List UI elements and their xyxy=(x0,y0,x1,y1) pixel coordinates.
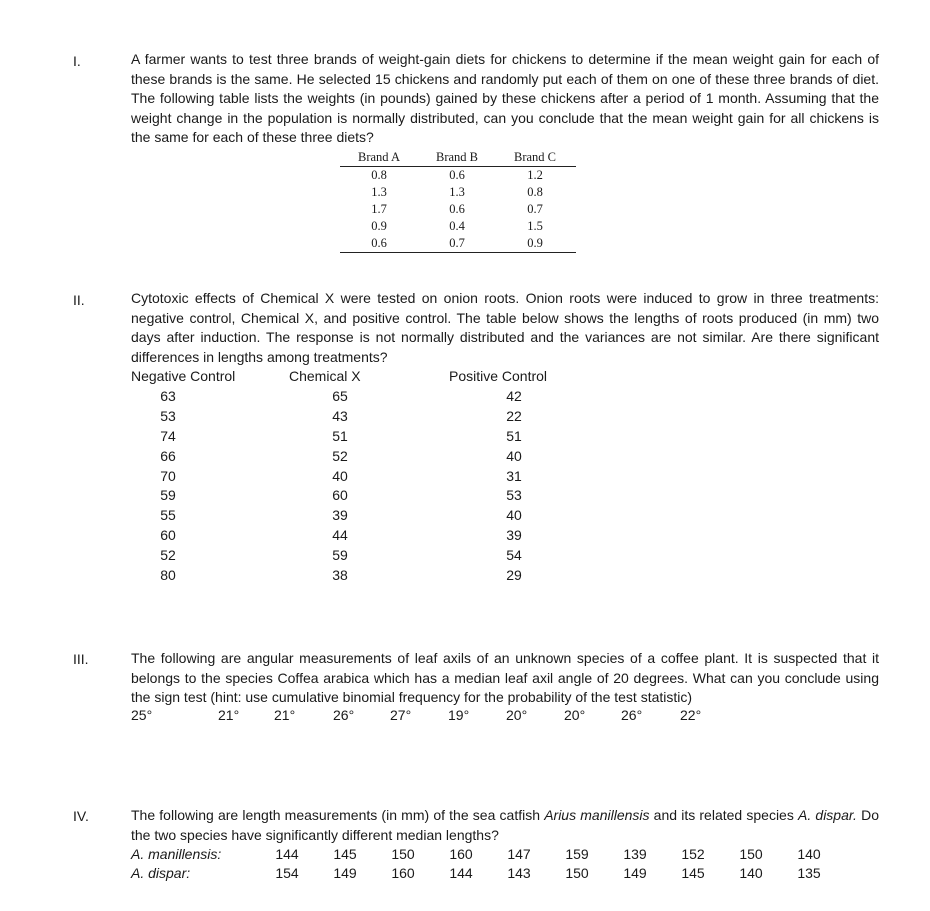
chemical-value: 65 xyxy=(332,388,348,404)
negative-value: 60 xyxy=(160,527,176,544)
question-3-text: The following are angular measurements of leaf axils of an unknown species of a coffee plant. It is suspected that it belongs to the species Coffea arabica which has a median leaf axil angle of 20 degrees. What can you conclude using the sign test (hint: use cumulative binomial frequency for the probability of the test statistic) xyxy=(131,650,879,705)
angle-value: 21° xyxy=(218,707,240,723)
negative-value: 66 xyxy=(160,447,176,464)
manillensis-value: 147 xyxy=(507,846,531,862)
dispar-value: 143 xyxy=(507,865,531,881)
dispar-label: A. dispar: xyxy=(131,865,191,881)
chemical-value: 52 xyxy=(332,447,348,464)
positive-value: 42 xyxy=(506,388,522,404)
species-name-1: Arius manillensis xyxy=(544,807,650,823)
brand-table-row xyxy=(340,167,576,184)
brand-table-cell: 1.3 xyxy=(371,185,387,199)
negative-value: 53 xyxy=(160,407,176,424)
dispar-value: 135 xyxy=(797,865,821,881)
dispar-value: 149 xyxy=(333,865,357,881)
angle-value: 26° xyxy=(333,707,355,723)
manillensis-value: 159 xyxy=(565,846,589,862)
chemical-value: 40 xyxy=(332,467,348,484)
positive-value: 39 xyxy=(506,527,522,544)
angle-value: 25° xyxy=(131,707,153,723)
angle-value: 19° xyxy=(448,707,470,723)
positive-value: 51 xyxy=(506,427,522,444)
positive-value: 40 xyxy=(506,507,522,524)
chemical-value: 39 xyxy=(332,507,348,524)
brand-table-cell: 1.7 xyxy=(371,202,387,216)
dispar-value: 150 xyxy=(565,865,589,881)
dispar-value: 140 xyxy=(739,865,763,881)
brand-table-header xyxy=(340,148,576,167)
positive-value: 40 xyxy=(506,447,522,464)
manillensis-value: 160 xyxy=(449,846,473,862)
chemical-value: 44 xyxy=(332,527,348,544)
brand-table-cell: 0.9 xyxy=(371,219,387,233)
question-4-text-a: The following are length measurements (in mm) of the sea catfish xyxy=(131,807,545,823)
brand-table-cell: 0.8 xyxy=(527,185,543,199)
question-number-2: II. xyxy=(73,292,85,308)
dispar-value: 154 xyxy=(275,865,299,881)
positive-control-column xyxy=(494,387,534,586)
question-2-text: Cytotoxic effects of Chemical X were tested on onion roots. Onion roots were induced to grow in three treatments: negative control, Chemical X, and positive control. The table below shows the lengths of roots produced (in mm) two days after induction. The response is not normally distributed and the variances are not similar. Are there significant differences in lengths among treatments? xyxy=(131,290,879,365)
species-name-2: A. dispar. xyxy=(798,807,857,823)
question-1-text: A farmer wants to test three brands of weight-gain diets for chickens to determine if the mean weight gain for each of these brands is the same. He selected 15 chickens and randomly put each of them on one of these three brands of diet. The following table lists the weights (in pounds) gained by these chickens after a period of 1 month. Assuming that the weight change in the population is normally distributed, can you conclude that the mean weight gain for all chickens is the same for each of these three diets? xyxy=(131,51,879,145)
dispar-value: 160 xyxy=(391,865,415,881)
brand-table xyxy=(340,148,576,253)
manillensis-value: 150 xyxy=(391,846,415,862)
negative-control-header: Negative Control xyxy=(131,368,236,384)
brand-b-header: Brand B xyxy=(435,150,478,164)
angle-value: 22° xyxy=(680,707,702,723)
angle-value: 20° xyxy=(564,707,586,723)
chemical-value: 43 xyxy=(332,407,348,424)
negative-value: 55 xyxy=(160,507,176,524)
angle-value: 21° xyxy=(274,707,296,723)
positive-value: 22 xyxy=(506,407,522,424)
chemical-x-header: Chemical X xyxy=(289,368,361,384)
brand-table-row xyxy=(340,184,576,201)
manillensis-value: 145 xyxy=(333,846,357,862)
positive-control-header: Positive Control xyxy=(449,368,548,384)
positive-value: 31 xyxy=(506,467,522,484)
chemical-value: 59 xyxy=(332,547,348,564)
angle-value: 27° xyxy=(390,707,412,723)
brand-table-cell: 1.2 xyxy=(527,168,543,182)
brand-table-cell: 0.8 xyxy=(371,168,387,182)
question-4-text-c: Do the two species have significantly different median lengths? xyxy=(131,807,879,843)
manillensis-value: 144 xyxy=(275,846,299,862)
question-number-4: IV. xyxy=(73,808,89,824)
brand-table-cell: 0.6 xyxy=(371,236,387,250)
manillensis-value: 152 xyxy=(681,846,705,862)
brand-table-cell: 0.7 xyxy=(527,202,543,216)
question-4-text xyxy=(131,806,879,845)
chemical-x-column xyxy=(320,387,360,586)
brand-table-cell: 0.6 xyxy=(449,168,465,182)
negative-value: 52 xyxy=(160,547,176,564)
question-number-3: III. xyxy=(73,651,89,667)
manillensis-label: A. manillensis: xyxy=(131,846,222,862)
negative-control-column xyxy=(148,387,188,586)
brand-a-header: Brand A xyxy=(357,150,400,164)
chemical-value: 38 xyxy=(332,567,348,584)
chemical-value: 60 xyxy=(332,487,348,504)
angle-value: 20° xyxy=(506,707,528,723)
brand-table-cell: 1.5 xyxy=(527,219,543,233)
brand-table-row xyxy=(340,235,576,252)
positive-value: 53 xyxy=(506,487,522,504)
brand-table-row xyxy=(340,201,576,218)
brand-table-cell: 0.4 xyxy=(449,219,465,233)
dispar-value: 149 xyxy=(623,865,647,881)
manillensis-value: 139 xyxy=(623,846,647,862)
negative-value: 59 xyxy=(160,487,176,504)
negative-value: 63 xyxy=(160,388,176,404)
chemical-value: 51 xyxy=(332,427,348,444)
question-number-1: I. xyxy=(73,53,81,69)
brand-table-cell: 0.6 xyxy=(449,202,465,216)
positive-value: 54 xyxy=(506,547,522,564)
angle-value: 26° xyxy=(621,707,643,723)
question-4-text-b: and its related species xyxy=(649,807,799,823)
dispar-value: 145 xyxy=(681,865,705,881)
manillensis-value: 140 xyxy=(797,846,821,862)
brand-table-body xyxy=(340,167,576,253)
negative-value: 74 xyxy=(160,427,176,444)
brand-table-row xyxy=(340,218,576,235)
positive-value: 29 xyxy=(506,567,522,584)
brand-c-header: Brand C xyxy=(513,150,556,164)
manillensis-value: 150 xyxy=(739,846,763,862)
dispar-value: 144 xyxy=(449,865,473,881)
negative-value: 80 xyxy=(160,567,176,584)
brand-table-cell: 1.3 xyxy=(449,185,465,199)
brand-table-cell: 0.7 xyxy=(449,236,465,250)
brand-table-cell: 0.9 xyxy=(527,236,543,250)
negative-value: 70 xyxy=(160,467,176,484)
